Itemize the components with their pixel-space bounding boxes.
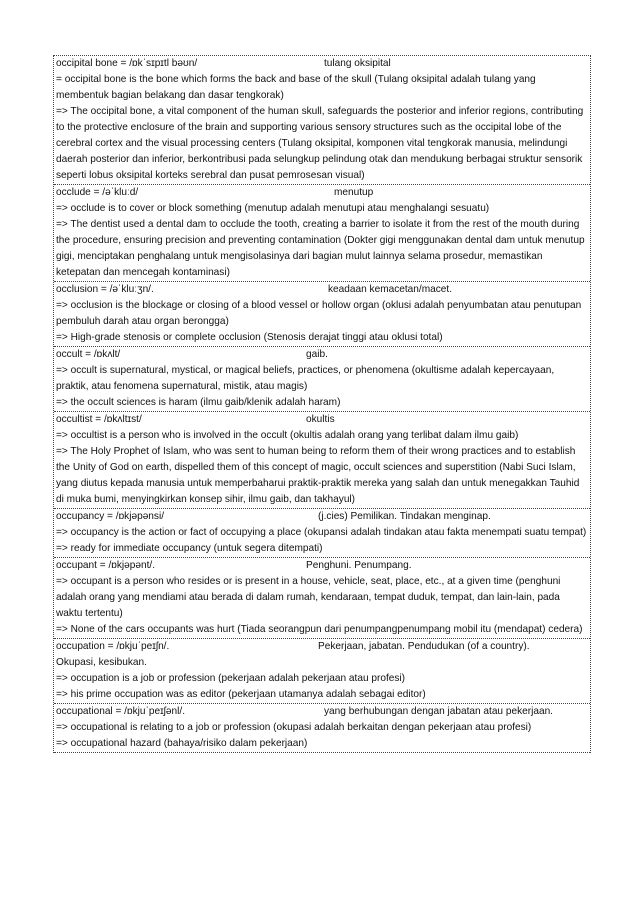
entry-meaning: (j.cies) Pemilikan. Tindakan menginap. — [318, 511, 491, 522]
dictionary-entry — [54, 639, 590, 704]
entry-term: occipital bone = /ɒkˈsɪpɪtl bəʊn/ — [56, 58, 198, 69]
entry-term: occupant = /ɒkjəpənt/. — [56, 560, 156, 571]
entry-text-line: => occupant is a person who resides or is present in a house, vehicle, seat, place, etc., at a given time (penghuni adalah orang yang mendiami atau berada di dalam rumah, kendaraan, tempat duduk, tempat, dan lain-lain, pada waktu tertentu) — [56, 576, 561, 619]
entry-text-line: => occupancy is the action or fact of occupying a place (okupansi adalah tindakan atau fakta menempati suatu tempat) — [56, 527, 587, 538]
entry-text-line: => the occult sciences is haram (ilmu gaib/klenik adalah haram) — [56, 397, 341, 408]
entry-text-line: => occupation is a job or profession (pekerjaan adalah pekerjaan atau profesi) — [56, 673, 406, 684]
entry-term: occlude = /əˈkluːd/ — [56, 187, 139, 198]
entry-text-line: => occlusion is the blockage or closing of a blood vessel or hollow organ (oklusi adalah penyumbatan atau penutupan pembuluh darah atau organ berongga) — [56, 300, 582, 327]
entry-term: occupational = /ɒkjuˈpeɪʃənl/. — [56, 706, 186, 717]
entry-meaning: menutup — [334, 187, 374, 198]
entry-text-line: Okupasi, kesibukan. — [56, 657, 147, 668]
entry-text-line: => ready for immediate occupancy (untuk segera ditempati) — [56, 543, 323, 554]
entry-headword-row — [56, 509, 588, 525]
entry-headword-row — [56, 185, 588, 201]
dictionary-entry — [54, 347, 590, 412]
dictionary-entry — [54, 282, 590, 347]
dictionary-entry — [54, 412, 590, 509]
entry-term: occultist = /ɒkʌltɪst/ — [56, 414, 142, 425]
entry-meaning: gaib. — [306, 349, 328, 360]
entry-text-line: => his prime occupation was as editor (pekerjaan utamanya adalah sebagai editor) — [56, 689, 426, 700]
dictionary-entry — [54, 185, 590, 282]
entry-text-line: => The occipital bone, a vital component of the human skull, safeguards the posterior and inferior regions, contributing to the protective enclosure of the brain and supporting various sensory structures such as the occipital lobe of the cerebral cortex and the visual processing centers (Tulang oksipital, komponen vital tengkorak manusia, melindungi daerah posterior dan inferior, berkontribusi pada selungkup pelindung otak dan mendukung berbagai struktur sensorik seperti lobus oksipital korteks serebral dan pusat pemrosesan visual) — [56, 106, 584, 181]
entry-headword-row — [56, 558, 588, 574]
entry-meaning: Pekerjaan, jabatan. Pendudukan (of a country). — [318, 641, 530, 652]
dictionary-entry — [54, 704, 590, 753]
entry-meaning: okultis — [306, 414, 335, 425]
entry-term: occupancy = /ɒkjəpənsi/ — [56, 511, 165, 522]
entry-meaning: Penghuni. Penumpang. — [306, 560, 412, 571]
entry-term: occupation = /ɒkjuˈpeɪʃn/. — [56, 641, 170, 652]
dictionary-entry — [54, 56, 590, 185]
entry-text-line: => occult is supernatural, mystical, or magical beliefs, practices, or phenomena (okultisme adalah kepercayaan, praktik, atau fenomena supernatural, mistik, atau magis) — [56, 365, 555, 392]
entry-headword-row — [56, 704, 588, 720]
entry-headword-row — [56, 347, 588, 363]
entry-headword-row — [56, 639, 588, 655]
entry-text-line: => occupational hazard (bahaya/risiko dalam pekerjaan) — [56, 738, 308, 749]
entry-meaning: yang berhubungan dengan jabatan atau pekerjaan. — [324, 706, 553, 717]
entry-term: occult = /ɒkʌlt/ — [56, 349, 121, 360]
dictionary-entry — [54, 509, 590, 558]
entry-text-line: = occipital bone is the bone which forms the back and base of the skull (Tulang oksipital adalah tulang yang membentuk bagian belakang dan dasar tengkorak) — [56, 74, 536, 101]
entry-text-line: => occupational is relating to a job or profession (okupasi adalah berkaitan dengan pekerjaan atau profesi) — [56, 722, 532, 733]
entry-text-line: => occultist is a person who is involved in the occult (okultis adalah orang yang terlibat dalam ilmu gaib) — [56, 430, 519, 441]
entry-headword-row — [56, 282, 588, 298]
entry-text-line: => None of the cars occupants was hurt (Tiada seorangpun dari penumpangpenumpang mobil itu (mendapat) cedera) — [56, 624, 583, 635]
dictionary-entry — [54, 558, 590, 639]
entry-headword-row — [56, 56, 588, 72]
entry-text-line: => High-grade stenosis or complete occlusion (Stenosis derajat tinggi atau oklusi total) — [56, 332, 443, 343]
entry-text-line: => The Holy Prophet of Islam, who was sent to human being to reform them of their wrong practices and to establish the Unity of God on earth, dispelled them of this concept of magic, occult sciences and superstition (Nabi Suci Islam, yang diutus kepada manusia untuk memperbaharui praktik-praktik mereka yang salah dan untuk menegakkan Tauhid di muka bumi, menyingkirkan konsep sihir, ilmu gaib, dan takhayul) — [56, 446, 580, 505]
entry-text-line: => The dentist used a dental dam to occlude the tooth, creating a barrier to isolate it from the rest of the mouth during the procedure, ensuring precision and preventing contamination (Dokter gigi menggunakan dental dam untuk menutup gigi, menciptakan penghalang untuk mengisolasinya dari bagian mulut lainnya selama prosedur, memastikan ketepatan dan mencegah kontaminasi) — [56, 219, 585, 278]
entry-meaning: tulang oksipital — [324, 58, 391, 69]
entry-headword-row — [56, 412, 588, 428]
entry-text-line: => occlude is to cover or block something (menutup adalah menutupi atau menghalangi sesuatu) — [56, 203, 490, 214]
entry-meaning: keadaan kemacetan/macet. — [328, 284, 453, 295]
entry-term: occlusion = /əˈkluːʒn/. — [56, 284, 154, 295]
document-page — [53, 55, 591, 753]
